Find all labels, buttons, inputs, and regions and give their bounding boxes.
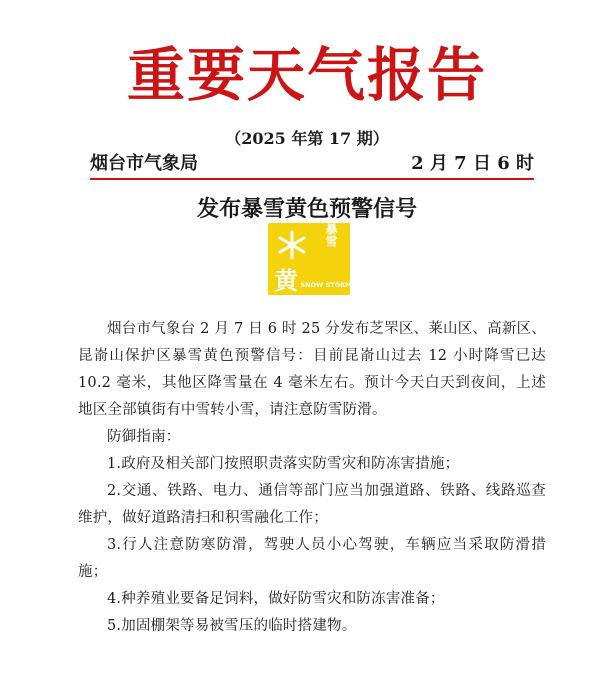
signal-label-en: SNOW STORM xyxy=(300,281,350,289)
guide-item: 4.种养殖业要备足饲料，做好防雪灾和防冻害准备； xyxy=(107,591,445,607)
guide-title: 防御指南： xyxy=(107,429,181,445)
guide-item: 3.行人注意防寒防滑，驾驶人员小心驾驶，车辆应当采取防滑措施； xyxy=(78,537,546,580)
snowstorm-yellow-warning-icon xyxy=(268,223,350,295)
header-rule xyxy=(90,178,534,180)
signal-label-cn: 暴雪 xyxy=(324,223,338,247)
report-title: 重要天气报告 xyxy=(126,41,487,109)
notice-heading: 发布暴雪黄色预警信号 xyxy=(196,196,417,222)
notice-body xyxy=(78,316,546,640)
guide-item: 5.加固棚架等易被雪压的临时搭建物。 xyxy=(107,618,357,634)
warning-signal-graphic xyxy=(268,223,350,295)
guide-item: 1.政府及相关部门按照职责落实防雪灾和防冻害措施； xyxy=(107,456,460,472)
guide-item: 2.交通、铁路、电力、通信等部门应当加强道路、铁路、线路巡查维护，做好道路清扫和积雪融化工作； xyxy=(78,483,546,526)
issuer-name: 烟台市气象局 xyxy=(90,153,198,174)
notice-paragraph: 烟台市气象台 2 月 7 日 6 时 25 分发布芝罘区、莱山区、高新区、昆嵛山保护区暴雪黄色预警信号：目前昆嵛山过去 12 小时降雪已达 10.2 毫米，其他区降雪量在 4 毫米左右。预计今天白天到夜间，上述地区全部镇街有中雪转小雪，请注意防雪防滑。 xyxy=(78,321,546,418)
report-meta xyxy=(90,152,534,176)
signal-level-cn: 黄 xyxy=(274,267,298,295)
issue-datetime: 2 月 7 日 6 时 xyxy=(411,153,534,174)
issue-number: （2025 年第 17 期） xyxy=(225,129,389,148)
